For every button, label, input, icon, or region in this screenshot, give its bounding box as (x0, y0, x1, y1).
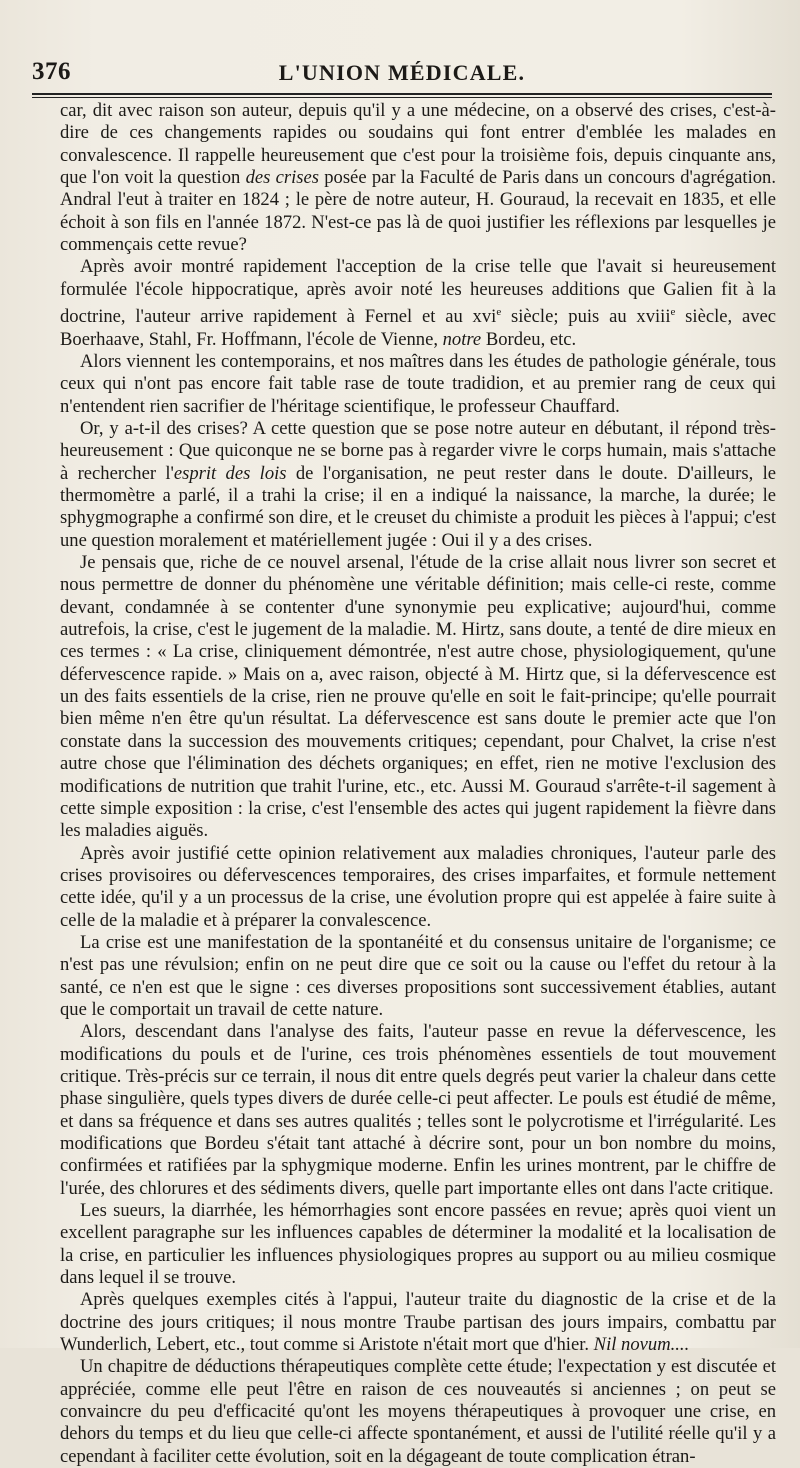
paragraph: Je pensais que, riche de ce nouvel arsenal, l'étude de la crise allait nous livrer son secret et nous permettre de donner du phénomène une véritable définition; mais celle-ci reste, comme devant, condamnée à se contenter d'une synonymie peu explicative; aujourd'hui, comme autrefois, la crise, c'est le jugement de la maladie. M. Hirtz, sans doute, a tenté de dire mieux en ces termes : « La crise, cliniquement démontrée, n'est autre chose, physiologiquement, qu'une défervescence rapide. » Mais on a, avec raison, objecté à M. Hirtz que, si la défervescence est un des faits essentiels de la crise, rien ne prouve qu'elle en soit le fait-principe; qu'elle pourrait bien même n'en être qu'un résultat. La défervescence est sans doute le premier acte que l'on constate dans la succession des mouvements critiques; cependant, pour Chalvet, la crise n'est autre chose que l'élimination des déchets organiques; en effet, rien ne motive l'exclusion des modifications de nutrition que trahit l'urine, etc., etc. Aussi M. Gouraud s'arrête-t-il sagement à cette simple exposition : la crise, c'est l'ensemble des actes qui jugent rapidement la fièvre dans les maladies aiguës. (60, 552, 776, 842)
paragraph: Alors viennent les contemporains, et nos maîtres dans les études de pathologie générale, tous ceux qui n'ont pas encore fait table rase de toute tradidion, et au premier rang de ceux qui n'entendent rien sacrifier de l'héritage scientifique, le professeur Chauffard. (60, 350, 776, 417)
article-body (60, 100, 776, 1468)
italic-text: esprit des lois (173, 462, 287, 484)
italic-text: des crises (245, 167, 319, 189)
superscript: e (670, 306, 676, 319)
paragraph: Après quelques exemples cités à l'appui, l'auteur traite du diagnostic de la crise et de la doctrine des jours critiques; il nous montre Traube partisan des jours impairs, combattu par Wunderlich, Lebert, etc., tout comme si Aristote n'était mort que d'hier. Nil novum.... (60, 1289, 776, 1356)
paragraph: Un chapitre de déductions thérapeutiques complète cette étude; l'expectation y est discutée et appréciée, comme elle peut l'être en raison de ces nouveautés si anciennes ; on peut se convaincre du peu d'efficacité qu'ont les moyens thérapeutiques à provoquer une crise, en dehors du temps et du lieu que celle-ci affecte spontanément, et aussi de l'utilité réelle qu'il y a cependant à faciliter cette évolution, soit en la dégageant de toute complication étran- (60, 1356, 776, 1467)
page-header (32, 52, 772, 92)
paragraph: La crise est une manifestation de la spontanéité et du consensus unitaire de l'organisme; ce n'est pas une révulsion; enfin on ne peut dire que ce soit ou la cause ou l'effet du retour à la santé, ce n'en est que le signe : ces diverses propositions sont successivement établies, autant que le comportait un travail de cette nature. (60, 931, 776, 1020)
superscript: e (496, 306, 502, 319)
page-number: 376 (32, 58, 71, 85)
paragraph: Alors, descendant dans l'analyse des faits, l'auteur passe en revue la défervescence, les modifications du pouls et de l'urine, ces trois phénomènes essentiels de tout mouvement critique. Très-précis sur ce terrain, il nous dit entre quels degrés peut varier la chaleur dans cette phase singulière, quels types divers de durée celle-ci peut affecter. Le pouls est étudié de même, et dans sa fréquence et dans ses autres qualités ; telles sont le polycrotisme et l'irrégularité. Les modifications que Bordeu s'était tant attaché à décrire sont, pour un bon nombre du moins, confirmées et ratifiées par la sphygmique moderne. Enfin les urines montrent, par le chiffre de l'urée, des chlorures et des sédiments divers, quelle part importante elles ont dans l'acte critique. (60, 1021, 776, 1199)
header-rule (32, 93, 772, 98)
running-title: L'UNION MÉDICALE. (278, 60, 526, 85)
paragraph: Les sueurs, la diarrhée, les hémorrhagies sont encore passées en revue; après quoi vient un excellent paragraphe sur les influences capables de déterminer la modalité et la localisation de la crise, en particulier les influences physiologiques propres au support ou au milieu cosmique dans lequel il se trouve. (60, 1200, 776, 1289)
paragraph: Or, y a-t-il des crises? A cette question que se pose notre auteur en débutant, il répond très-heureusement : Que quiconque ne se borne pas à regarder vivre le corps humain, mais s'attache à rechercher l'esprit des lois de l'organisation, ne peut rester dans le doute. D'ailleurs, le thermomètre a parlé, il a trahi la crise; il en a indiqué la naissance, la marche, la durée; le sphygmographe a confirmé son dire, et le creuset du chimiste a produit les pièces à l'appui; c'est une question moralement et matériellement jugée : Oui il y a des crises. (60, 418, 776, 551)
italic-text: Nil novum.... (593, 1334, 690, 1356)
paragraph: car, dit avec raison son auteur, depuis qu'il y a une médecine, on a observé des crises, c'est-à-dire de ces changements rapides ou soudains qui font entrer d'emblée les malades en convalescence. Il rappelle heureusement que c'est pour la troisième fois, depuis cinquante ans, que l'on voit la question des crises posée par la Faculté de Paris dans un concours d'agrégation. Andral l'eut à traiter en 1824 ; le père de notre auteur, H. Gouraud, la recevait en 1835, et elle échoit à son fils en l'année 1872. N'est-ce pas là de quoi justifier les réflexions par lesquelles je commençais cette revue? (60, 100, 776, 256)
italic-text: notre (442, 328, 482, 350)
paragraph: Après avoir montré rapidement l'acception de la crise telle que l'avait si heureusement formulée l'école hippocratique, après avoir noté les heureuses additions que Galien fit à la doctrine, l'auteur arrive rapidement à Fernel et au xvi$^e$ siècle; puis au xviii$^e$ siècle, avec Boerhaave, Stahl, Fr. Hoffmann, l'école de Vienne, notre Bordeu, etc. (60, 256, 776, 350)
paragraph: Après avoir justifié cette opinion relativement aux maladies chroniques, l'auteur parle des crises provisoires ou défervescences temporaires, des crises imparfaites, et formule nettement cette idée, qu'il y a un processus de la crise, une évolution propre qui est appelée à faire suite à celle de la maladie et à préparer la convalescence. (60, 842, 776, 931)
